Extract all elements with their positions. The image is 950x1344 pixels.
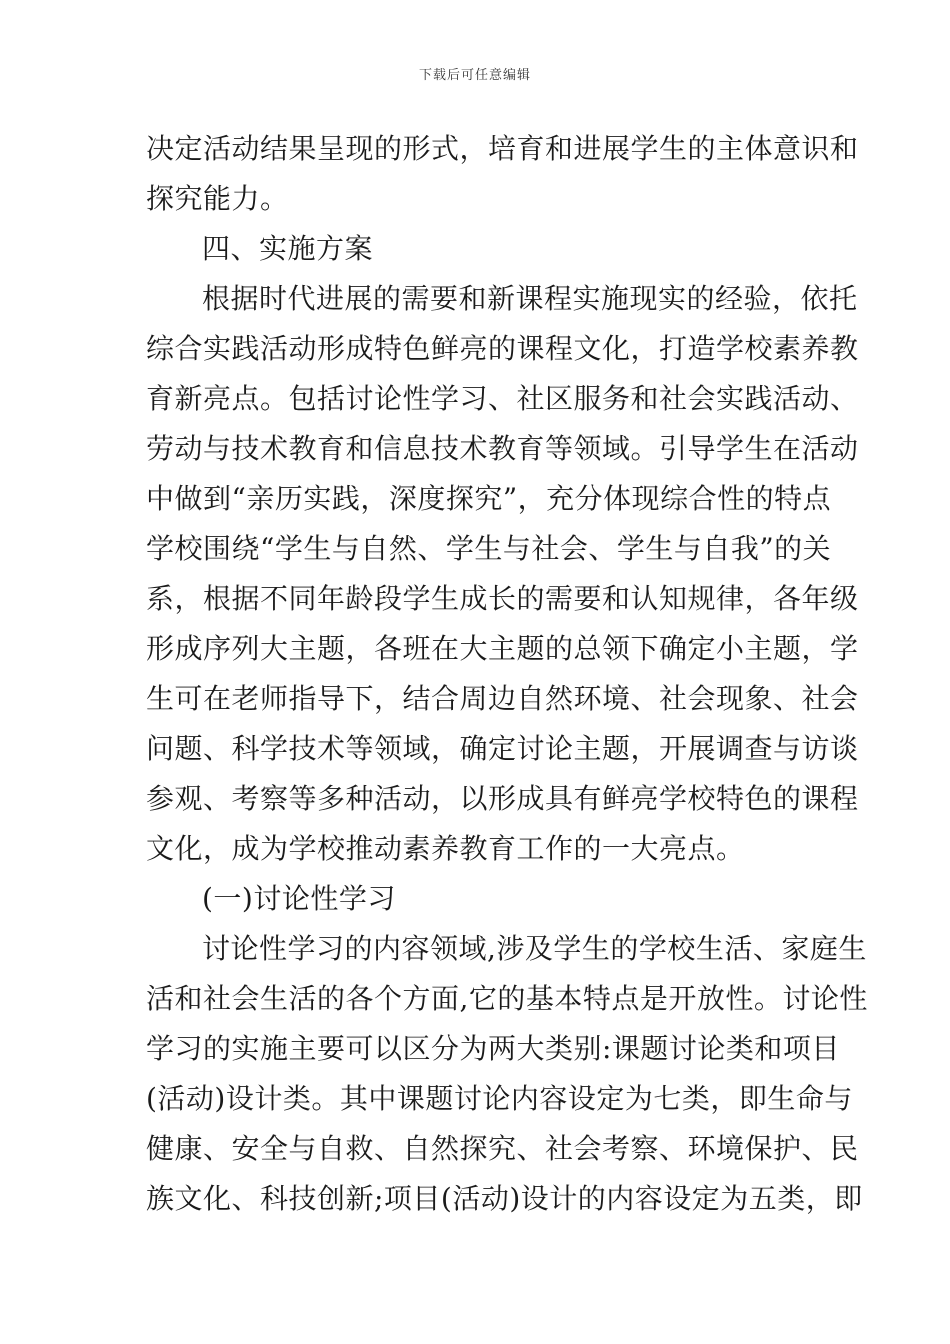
text-line: 学习的实施主要可以区分为两大类别:课题讨论类和项目 [146, 1032, 840, 1065]
text-line: 族文化、科技创新;项目(活动)设计的内容设定为五类，即 [146, 1182, 863, 1215]
text-line: 学校围绕“学生与自然、学生与社会、学生与自我”的关 [146, 532, 832, 565]
text-line: 育新亮点。包括讨论性学习、社区服务和社会实践活动、 [146, 382, 859, 415]
text-line: 综合实践活动形成特色鲜亮的课程文化，打造学校素养教 [146, 332, 859, 365]
text-line: 生可在老师指导下，结合周边自然环境、社会现象、社会 [146, 682, 859, 715]
text-line: 活和社会生活的各个方面,它的基本特点是开放性。讨论性 [146, 982, 868, 1015]
text-line: 问题、科学技术等领域，确定讨论主题，开展调查与访谈 [146, 732, 859, 765]
text-line: 健康、安全与自救、自然探究、社会考察、环境保护、民 [146, 1132, 859, 1165]
text-line: 形成序列大主题，各班在大主题的总领下确定小主题，学 [146, 632, 859, 665]
text-line: 决定活动结果呈现的形式，培育和进展学生的主体意识和 [146, 132, 859, 165]
document-body [146, 124, 868, 1224]
subsection-heading: (一)讨论性学习 [202, 882, 396, 915]
section-heading: 四、实施方案 [202, 232, 374, 265]
text-line: 劳动与技术教育和信息技术教育等领域。引导学生在活动 [146, 432, 859, 465]
text-line: (活动)设计类。其中课题讨论内容设定为七类，即生命与 [146, 1082, 853, 1115]
text-line: 文化，成为学校推动素养教育工作的一大亮点。 [146, 832, 745, 865]
text-line: 系，根据不同年龄段学生成长的需要和认知规律，各年级 [146, 582, 859, 615]
text-line: 探究能力。 [146, 182, 289, 215]
text-line: 讨论性学习的内容领域,涉及学生的学校生活、家庭生 [202, 932, 867, 965]
text-line: 根据时代进展的需要和新课程实施现实的经验，依托 [202, 282, 858, 315]
text-line: 中做到“亲历实践，深度探究”，充分体现综合性的特点 [146, 482, 832, 515]
text-line: 参观、考察等多种活动，以形成具有鲜亮学校特色的课程 [146, 782, 859, 815]
page-header: 下载后可任意编辑 [418, 68, 531, 83]
